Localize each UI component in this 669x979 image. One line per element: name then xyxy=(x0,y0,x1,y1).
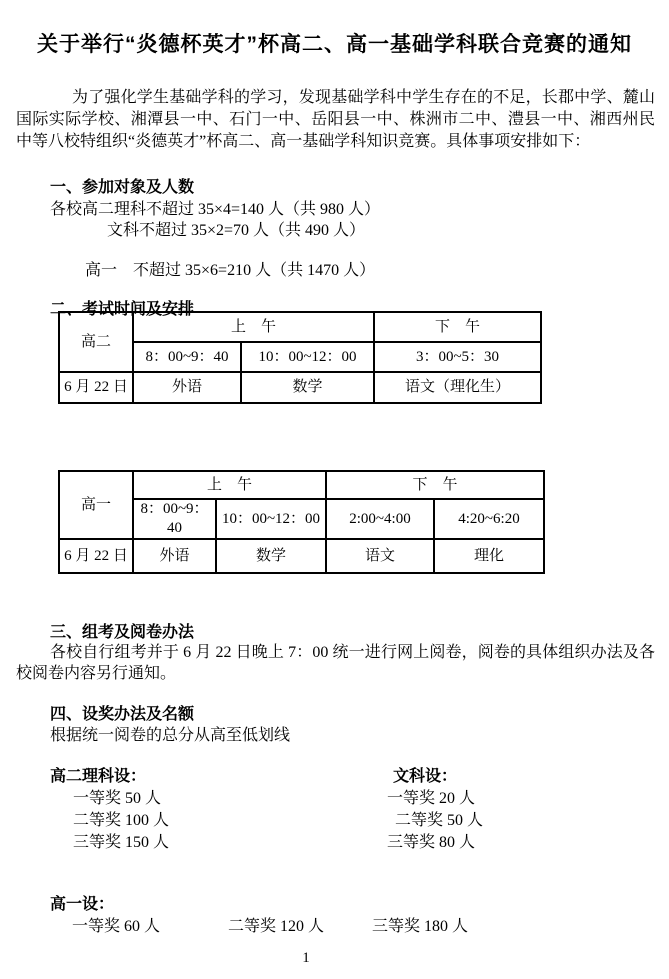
grade2-liberal-awards-block xyxy=(387,766,647,854)
grade2-science-awards-heading: 高二理科设： xyxy=(50,768,147,785)
grade2-subject-3: 语文（理化生） xyxy=(374,372,541,403)
grade1-awards-heading: 高一设： xyxy=(50,896,115,913)
grade1-afternoon-header: 下 午 xyxy=(326,471,544,499)
section-4-heading: 四、设奖办法及名额 xyxy=(50,706,195,723)
grade2-row-label: 高二 xyxy=(59,312,133,372)
grade1-time-2: 10：00~12：00 xyxy=(216,499,326,539)
grade2-subject-1: 外语 xyxy=(133,372,241,403)
award-line: 二等奖 50 人 xyxy=(395,812,484,829)
award-line: 三等奖 180 人 xyxy=(372,918,469,935)
section-1-line-science: 各校高二理科不超过 35×4=140 人（共 980 人） xyxy=(50,201,381,218)
section-3-heading: 三、组考及阅卷办法 xyxy=(50,624,195,641)
exam-schedule-table-grade2 xyxy=(58,311,542,404)
grade1-subject-1: 外语 xyxy=(133,539,216,573)
section-2-heading: 二、考试时间及安排 xyxy=(50,301,195,318)
grade1-time-3: 2:00~4:00 xyxy=(326,499,434,539)
grade1-time-1: 8：00~9：40 xyxy=(133,499,216,539)
grade2-afternoon-header: 下 午 xyxy=(374,312,541,342)
section-1-line-liberal: 文科不超过 35×2=70 人（共 490 人） xyxy=(107,222,366,239)
section-4-body: 根据统一阅卷的总分从高至低划线 xyxy=(50,727,291,744)
award-line: 一等奖 60 人 xyxy=(72,918,161,935)
award-line: 一等奖 20 人 xyxy=(387,790,476,807)
grade2-science-awards-block xyxy=(50,766,350,854)
grade2-time-1: 8：00~9：40 xyxy=(133,342,241,372)
grade1-date: 6 月 22 日 xyxy=(59,539,133,573)
grade2-subject-2: 数学 xyxy=(241,372,374,403)
section-1-line-grade1 xyxy=(85,257,375,280)
exam-schedule-table-grade1 xyxy=(58,470,545,574)
grade1-awards-row xyxy=(72,913,468,936)
grade1-quota: 不超过 35×6=210 人（共 1470 人） xyxy=(133,262,376,279)
grade2-time-2: 10：00~12：00 xyxy=(241,342,374,372)
section-1-heading: 一、参加对象及人数 xyxy=(50,179,195,196)
grade2-time-3: 3：00~5：30 xyxy=(374,342,541,372)
grade2-date: 6 月 22 日 xyxy=(59,372,133,403)
intro-paragraph: 为了强化学生基础学科的学习，发现基础学科中学生存在的不足，长郡中学、麓山国际实际学校、湘潭县一中、石门一中、岳阳县一中、株洲市二中、澧县一中、湘西州民中等八校特组织“炎德英才”杯高二、高一基础学科知识竞赛。具体事项安排如下： xyxy=(16,89,655,150)
page-number: 1 xyxy=(302,950,310,966)
section-3-paragraph: 各校自行组考并于 6 月 22 日晚上 7：00 统一进行网上阅卷，阅卷的具体组织办法及各校阅卷内容另行通知。 xyxy=(16,644,655,682)
grade1-row-label: 高一 xyxy=(59,471,133,539)
award-line: 一等奖 50 人 xyxy=(73,790,162,807)
grade1-label: 高一 xyxy=(85,262,118,279)
grade1-subject-2: 数学 xyxy=(216,539,326,573)
award-line: 二等奖 120 人 xyxy=(228,918,325,935)
award-line: 二等奖 100 人 xyxy=(73,812,170,829)
liberal-awards-heading: 文科设： xyxy=(393,768,458,785)
award-line: 三等奖 150 人 xyxy=(73,834,170,851)
grade1-subject-3: 语文 xyxy=(326,539,434,573)
grade1-subject-4: 理化 xyxy=(434,539,544,573)
grade1-morning-header: 上 午 xyxy=(133,471,326,499)
grade1-time-4: 4:20~6:20 xyxy=(434,499,544,539)
award-line: 三等奖 80 人 xyxy=(387,834,476,851)
page-title: 关于举行“炎德杯英才”杯高二、高一基础学科联合竞赛的通知 xyxy=(37,33,632,56)
grade2-morning-header: 上 午 xyxy=(133,312,374,342)
